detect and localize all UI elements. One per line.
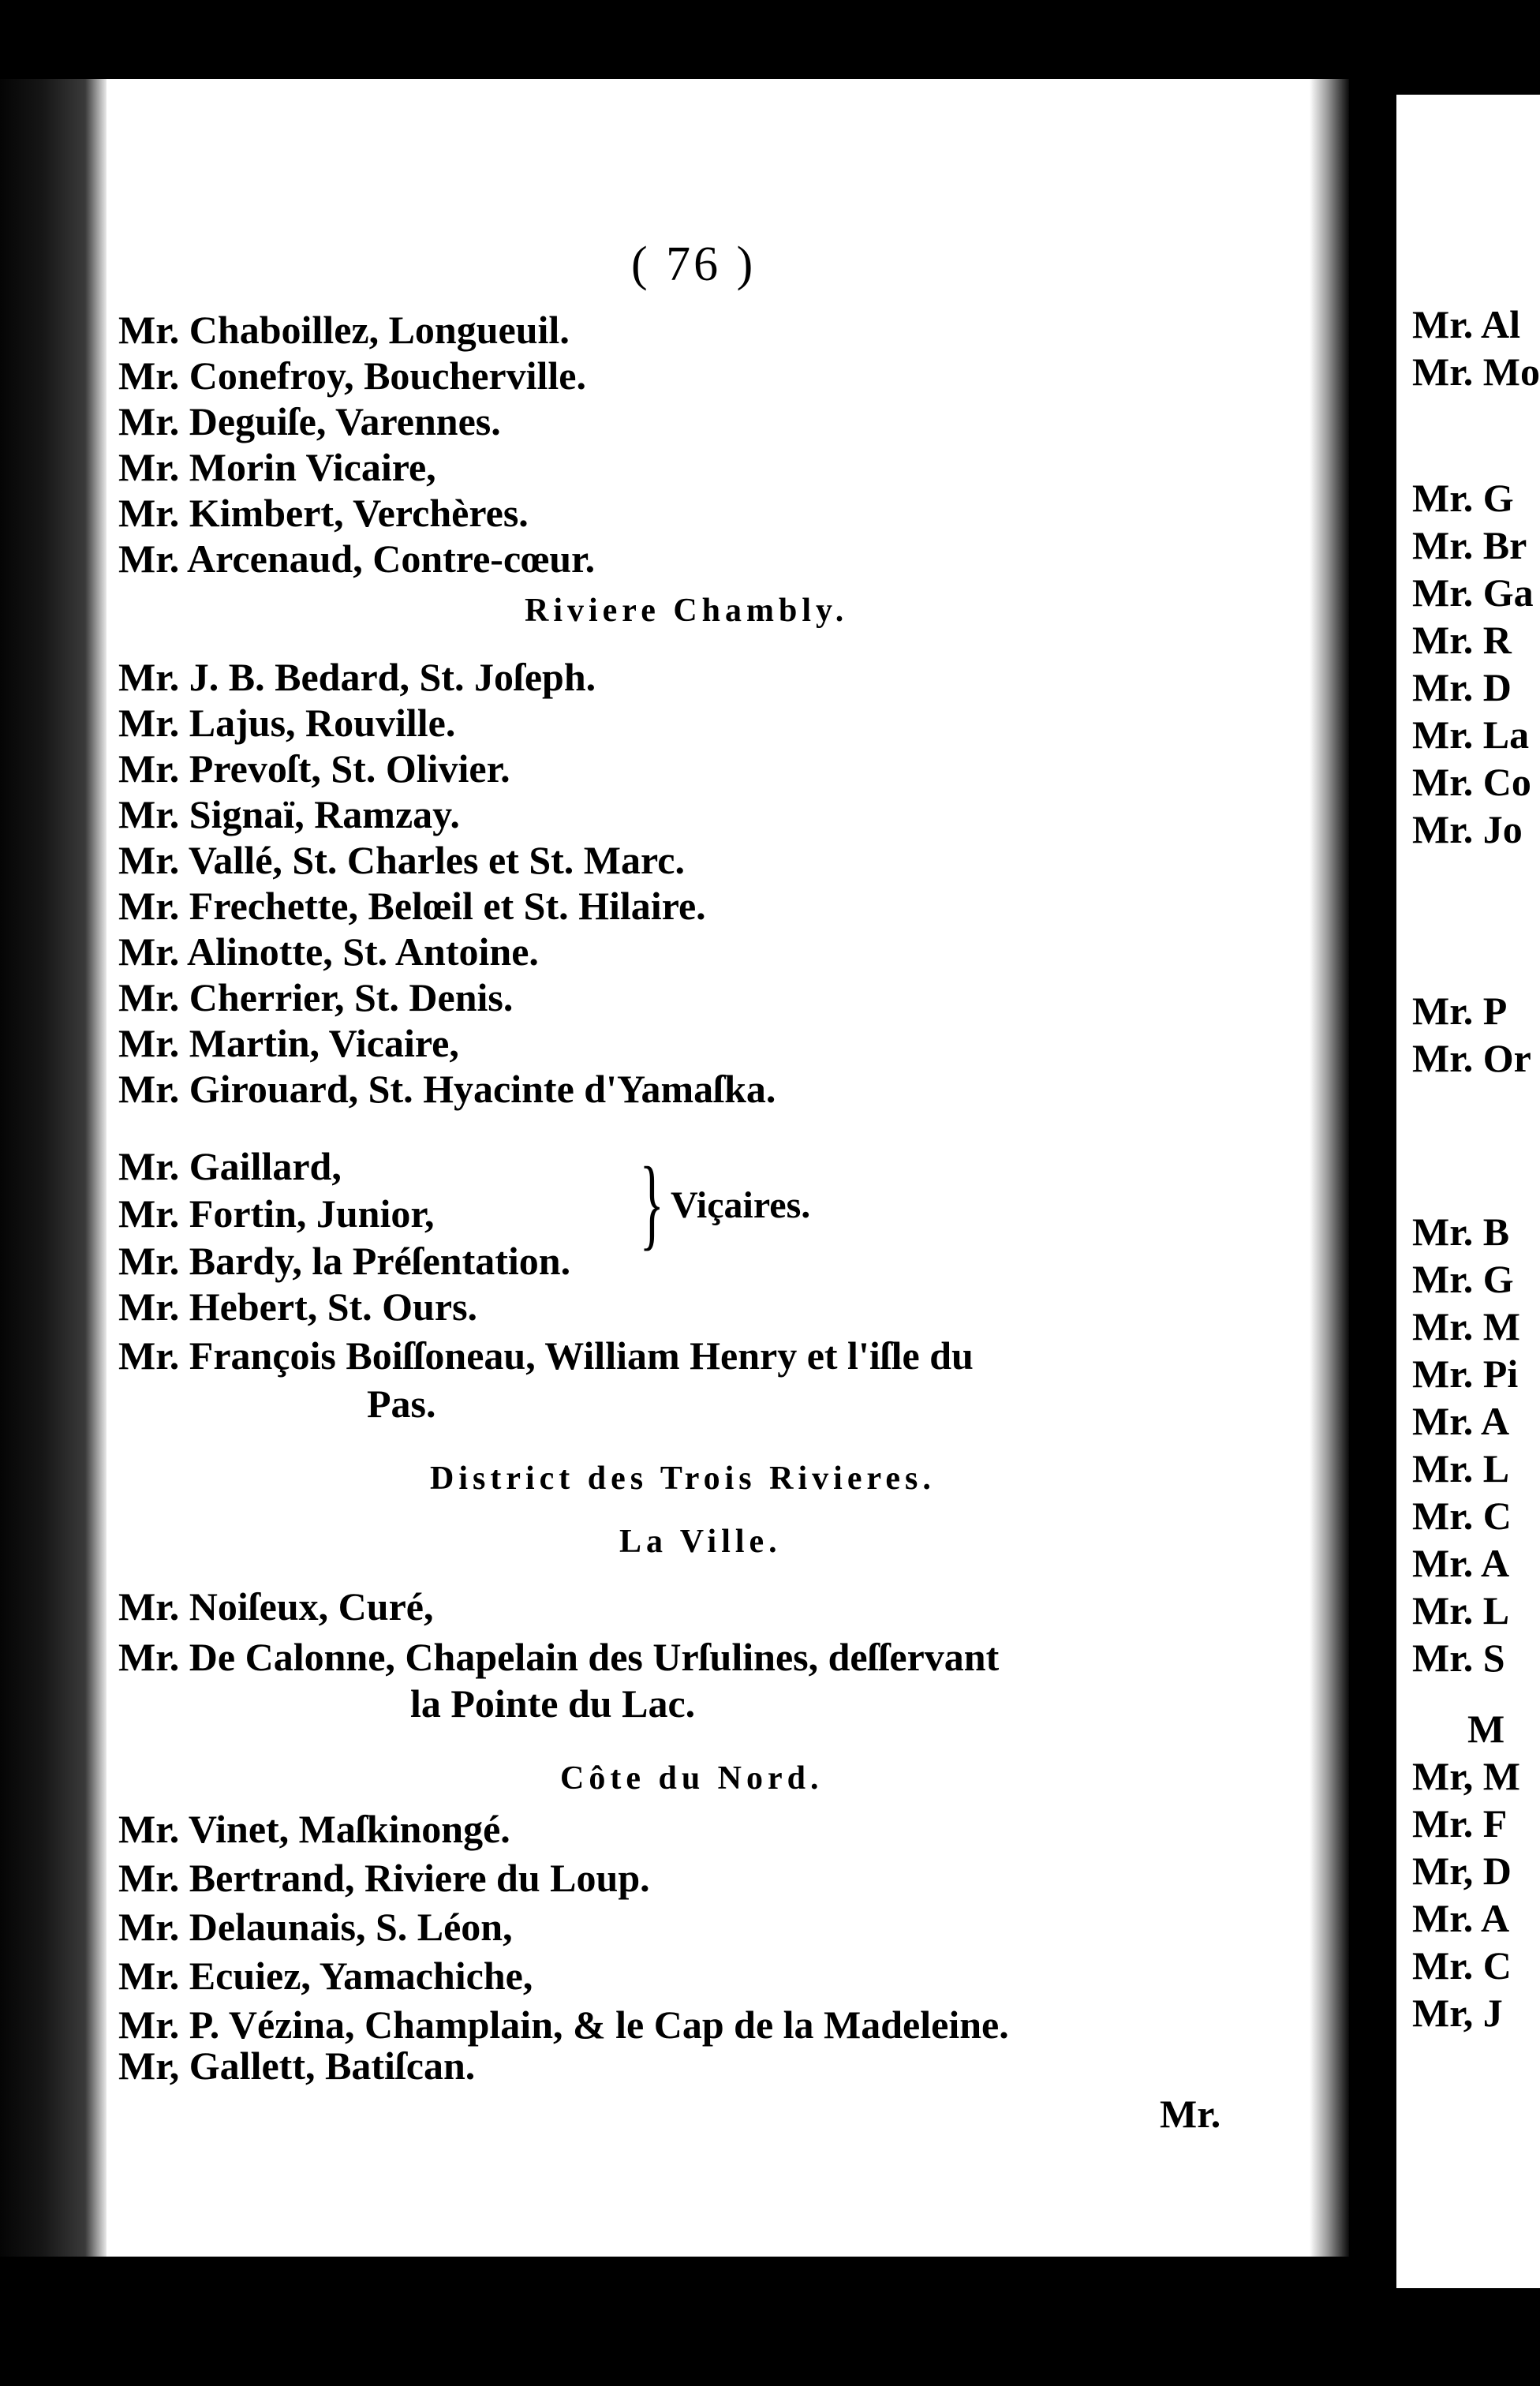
fragment-line: Mr. Ga [1412,570,1534,615]
fragment-line: Mr. C [1412,1943,1512,1988]
entry-line: Mr, Gallett, Batiſcan. [118,2044,476,2088]
entry-line: Mr. Frechette, Belœil et St. Hilaire. [118,884,706,928]
entry-line: Mr. P. Vézina, Champlain, & le Cap de la Madeleine. [118,2003,1009,2047]
book-spine [0,79,107,2257]
entry-line: Mr. Bardy, la Préſentation. [118,1239,571,1283]
entry-line: Mr. Lajus, Rouville. [118,701,456,745]
entry-line: Mr. Conefroy, Boucherville. [118,353,586,398]
page-number: ( 76 ) [631,237,757,291]
entry-line: Mr. Martin, Vicaire, [118,1021,459,1065]
entry-line: Mr. Delaunais, S. Léon, [118,1905,513,1949]
entry-line: Mr. Signaï, Ramzay. [118,792,460,836]
fragment-line: Mr. D [1412,665,1512,709]
fragment-line: M [1467,1707,1505,1751]
right-page-fragment [1396,95,1540,2288]
subsection-heading: La Ville. [619,1524,782,1560]
brace-label: Viçaires. [671,1184,811,1226]
entry-line: Mr. Hebert, St. Ours. [118,1285,478,1329]
entry-line: Mr. Noiſeux, Curé, [118,1584,434,1629]
entry-line: Mr. Chaboillez, Longueuil. [118,308,570,352]
entry-line: Mr. J. B. Bedard, St. Joſeph. [118,655,596,699]
entry-line: Mr. Vallé, St. Charles et St. Marc. [118,838,685,882]
entry-line: Mr. Vinet, Maſkinongé. [118,1807,510,1851]
page-edge-shadow [1310,79,1349,2257]
continuation-line: la Pointe du Lac. [410,1681,696,1726]
fragment-line: Mr. R [1412,618,1512,662]
fragment-line: Mr. P [1412,989,1508,1033]
catchword: Mr. [1160,2092,1221,2136]
fragment-line: Mr. F [1412,1801,1508,1846]
entry-line: Mr. Prevoſt, St. Olivier. [118,746,510,791]
entry-line: Mr. Morin Vicaire, [118,445,436,489]
entry-line: Mr. Kimbert, Verchères. [118,491,529,535]
entry-line: Mr. Gaillard, [118,1144,342,1188]
fragment-line: Mr. A [1412,1896,1510,1940]
entry-line: Mr. Fortin, Junior, [118,1191,435,1236]
fragment-line: Mr. Br [1412,523,1527,567]
fragment-line: Mr. Jo [1412,807,1523,851]
entry-line: Mr. Alinotte, St. Antoine. [118,929,539,974]
entry-line: Mr. Cherrier, St. Denis. [118,975,514,1019]
fragment-line: Mr. G [1412,476,1514,520]
fragment-line: Mr. Or [1412,1036,1531,1080]
fragment-line: Mr. S [1412,1636,1505,1680]
fragment-line: Mr. Pi [1412,1352,1519,1396]
fragment-line: Mr. A [1412,1541,1510,1585]
entry-line: Mr. Bertrand, Riviere du Loup. [118,1856,650,1900]
entry-line: Mr. Ecuiez, Yamachiche, [118,1954,533,1998]
fragment-line: Mr. La [1412,712,1530,757]
subsection-heading: Côte du Nord. [560,1760,824,1797]
fragment-line: Mr. M [1412,1304,1520,1348]
fragment-line: Mr. Co [1412,760,1531,804]
bottom-band [0,2257,1540,2386]
fragment-line: Mr. Al [1412,302,1521,346]
entry-line: Mr. Deguiſe, Varennes. [118,399,501,443]
fragment-line: Mr, D [1412,1849,1512,1893]
entry-line: Mr. De Calonne, Chapelain des Urſulines, deſſervant [118,1635,1000,1679]
gutter [1349,0,1396,2386]
entry-line: Mr. François Boiſſoneau, William Henry et l'iſle du [118,1333,974,1378]
section-heading: Riviere Chambly. [525,593,849,629]
fragment-line: Mr. Mo [1412,350,1540,394]
fragment-line: Mr. L [1412,1446,1510,1490]
continuation-line: Pas. [367,1382,436,1426]
fragment-line: Mr. C [1412,1494,1512,1538]
fragment-line: Mr, J [1412,1991,1503,2035]
fragment-line: Mr. L [1412,1588,1510,1632]
fragment-line: Mr. B [1412,1210,1510,1254]
fragment-line: Mr. G [1412,1257,1514,1301]
brace-glyph: } [639,1146,664,1260]
entry-line: Mr. Girouard, St. Hyacinte d'Yamaſka. [118,1067,776,1111]
fragment-line: Mr. A [1412,1399,1510,1443]
entry-line: Mr. Arcenaud, Contre-cœur. [118,537,596,581]
fragment-line: Mr, M [1412,1754,1520,1798]
section-heading: District des Trois Rivieres. [430,1460,936,1497]
